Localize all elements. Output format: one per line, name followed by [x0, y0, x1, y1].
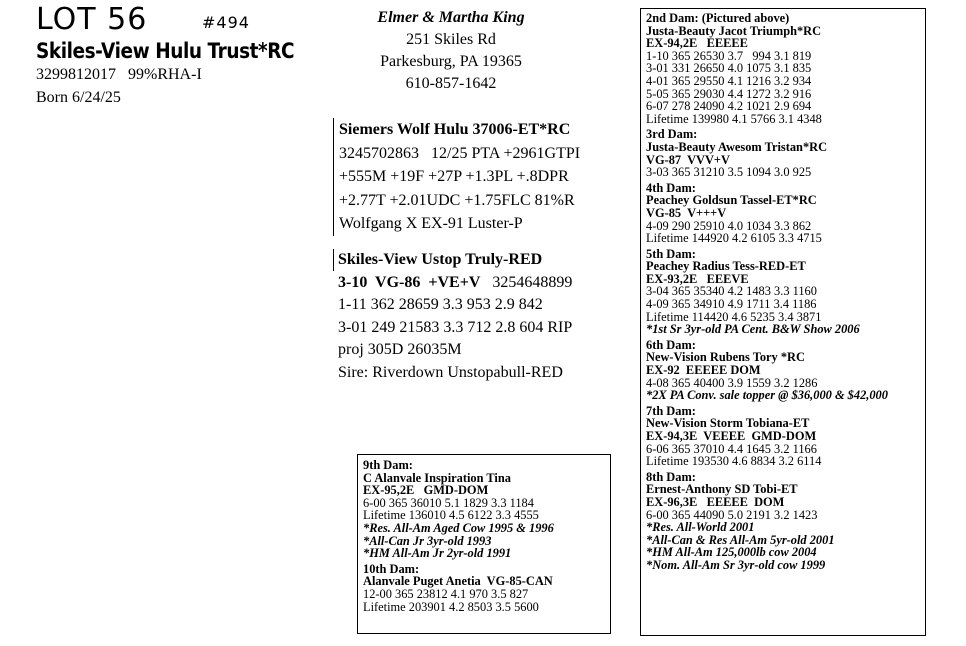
ancestor-score: EX-92 EEEEE DOM [646, 363, 761, 378]
owner-city: Parkesburg, PA 19365 [380, 53, 522, 70]
ancestor-generation: 8th Dam: [646, 469, 696, 484]
ancestor-name: Justa-Beauty Jacot Triumph*RC [646, 23, 822, 38]
award: *2X PA Conv. sale topper @ $36,000 & $42,000 [646, 388, 888, 403]
birth-date: Born 6/24/25 [36, 89, 121, 106]
ancestor-box-right [640, 8, 926, 636]
ancestor-entry [363, 563, 605, 613]
ancestor-generation: 6th Dam: [646, 337, 696, 352]
ancestor-generation: 5th Dam: [646, 246, 696, 261]
ancestor-entry [646, 339, 920, 402]
ancestor-score: VG-87 VVV+V [646, 152, 730, 167]
sire-line: +555M +19F +27P +1.3PL +.8DPR [339, 168, 569, 186]
ancestor-box-left [357, 454, 611, 634]
sire-line: Wolfgang X EX-91 Luster-P [339, 215, 523, 233]
ancestor-name: New-Vision Rubens Tory *RC [646, 350, 805, 365]
production-record: Lifetime 114420 4.6 5235 3.4 3871 [646, 309, 822, 324]
ancestor-entry [363, 459, 605, 560]
ancestor-generation: 2nd Dam: (Pictured above) [646, 11, 790, 25]
ancestor-generation: 4th Dam: [646, 180, 696, 195]
ancestor-score: EX-96,3E EEEEE DOM [646, 494, 785, 509]
owner-block [362, 7, 540, 95]
production-record: 12-00 365 23812 4.1 970 3.5 827 [363, 586, 529, 601]
production-record: Lifetime 136010 4.5 6122 3.3 4555 [363, 508, 539, 523]
catalog-number: #494 [202, 13, 250, 32]
ancestor-name: Peachey Goldsun Tassel-ET*RC [646, 193, 817, 208]
production-record: 1-10 365 26530 3.7 994 3.1 819 [646, 48, 812, 63]
award: *Nom. All-Am Sr 3yr-old cow 1999 [646, 557, 826, 572]
production-record: Lifetime 144920 4.2 6105 3.3 4715 [646, 231, 822, 246]
dam-score: 3-10 VG-86 +VE+V [338, 273, 481, 291]
owner-name: Elmer & Martha King [377, 9, 525, 26]
ancestor-entry [646, 248, 920, 336]
production-record: 4-08 365 40400 3.9 1559 3.2 1286 [646, 375, 818, 390]
ancestor-score: EX-95,2E GMD-DOM [363, 483, 489, 498]
production-record: 6-00 365 44090 5.0 2191 3.2 1423 [646, 507, 818, 522]
sire-name: Siemers Wolf Hulu 37006-ET*RC [339, 121, 571, 138]
production-record: 3-01 331 26650 4.0 1075 3.1 835 [646, 61, 812, 76]
award: *All-Can Jr 3yr-old 1993 [363, 533, 492, 548]
animal-id: 3299812017 99%RHA-I [36, 66, 202, 83]
dam-block [338, 249, 638, 385]
ancestor-generation: 9th Dam: [363, 458, 413, 472]
ancestor-name: Alanvale Puget Anetia VG-85-CAN [363, 574, 553, 589]
ancestor-name: Ernest-Anthony SD Tobi-ET [646, 482, 798, 497]
production-record: 4-09 290 25910 4.0 1034 3.3 862 [646, 218, 812, 233]
ancestor-score: EX-93,2E EEEVE [646, 271, 749, 286]
ancestor-name: C Alanvale Inspiration Tina [363, 470, 511, 485]
ancestor-entry [646, 12, 920, 125]
lot-label: LOT 56 [36, 2, 148, 37]
dam-id: 3254648899 [492, 273, 573, 291]
ancestor-score: VG-85 V+++V [646, 205, 727, 220]
production-record: 6-06 365 37010 4.4 1645 3.2 1166 [646, 441, 817, 456]
ancestor-name: New-Vision Storm Tobiana-ET [646, 416, 810, 431]
production-record: 3-04 365 35340 4.2 1483 3.3 1160 [646, 284, 817, 299]
award: *Res. All-World 2001 [646, 520, 755, 535]
ancestor-entry [646, 471, 920, 572]
dam-name: Skiles-View Ustop Truly-RED [338, 251, 543, 268]
production-record: 3-03 365 31210 3.5 1094 3.0 925 [646, 165, 812, 180]
award: *HM All-Am Jr 2yr-old 1991 [363, 546, 512, 561]
ancestor-generation: 3rd Dam: [646, 127, 698, 142]
award: *All-Can & Res All-Am 5yr-old 2001 [646, 532, 835, 547]
production-record: 4-09 365 34910 4.9 1711 3.4 1186 [646, 297, 817, 312]
production-record: 4-01 365 29550 4.1 1216 3.2 934 [646, 73, 812, 88]
ancestor-name: Justa-Beauty Awesom Tristan*RC [646, 139, 828, 154]
production-record: Lifetime 139980 4.1 5766 3.1 4348 [646, 111, 822, 126]
ancestor-generation: 10th Dam: [363, 561, 420, 576]
ancestor-generation: 7th Dam: [646, 403, 696, 418]
ancestor-entry [646, 405, 920, 468]
award: *1st Sr 3yr-old PA Cent. B&W Show 2006 [646, 322, 860, 337]
owner-phone: 610-857-1642 [405, 75, 497, 92]
production-record: Lifetime 193530 4.6 8834 3.2 6114 [646, 454, 822, 469]
production-record: 6-07 278 24090 4.2 1021 2.9 694 [646, 99, 812, 114]
dam-record: 3-01 249 21583 3.3 712 2.8 604 RIP [338, 318, 573, 336]
ancestor-score: EX-94,2E EEEEE [646, 36, 748, 51]
award: *HM All-Am 125,000lb cow 2004 [646, 545, 817, 560]
ancestor-entry [646, 128, 920, 178]
ancestor-name: Peachey Radius Tess-RED-ET [646, 259, 806, 274]
owner-street: 251 Skiles Rd [406, 31, 496, 48]
dam-record: proj 305D 26035M [338, 341, 462, 359]
ancestor-score: EX-94,3E VEEEE GMD-DOM [646, 429, 817, 443]
dam-sire: Sire: Riverdown Unstopabull-RED [338, 363, 563, 381]
production-record: 5-05 365 29030 4.4 1272 3.2 916 [646, 86, 812, 101]
dam-record: 1-11 362 28659 3.3 953 2.9 842 [338, 296, 543, 314]
production-record: 6-00 365 36010 5.1 1829 3.3 1184 [363, 495, 534, 510]
production-record: Lifetime 203901 4.2 8503 3.5 5600 [363, 599, 539, 614]
animal-name: Skiles-View Hulu Trust*RC [36, 39, 295, 63]
sire-line: +2.77T +2.01UDC +1.75FLC 81%R [339, 191, 575, 209]
sire-block [333, 118, 639, 236]
award: *Res. All-Am Aged Cow 1995 & 1996 [363, 520, 554, 535]
sire-line: 3245702863 12/25 PTA +2961GTPI [339, 144, 581, 162]
ancestor-entry [646, 182, 920, 245]
